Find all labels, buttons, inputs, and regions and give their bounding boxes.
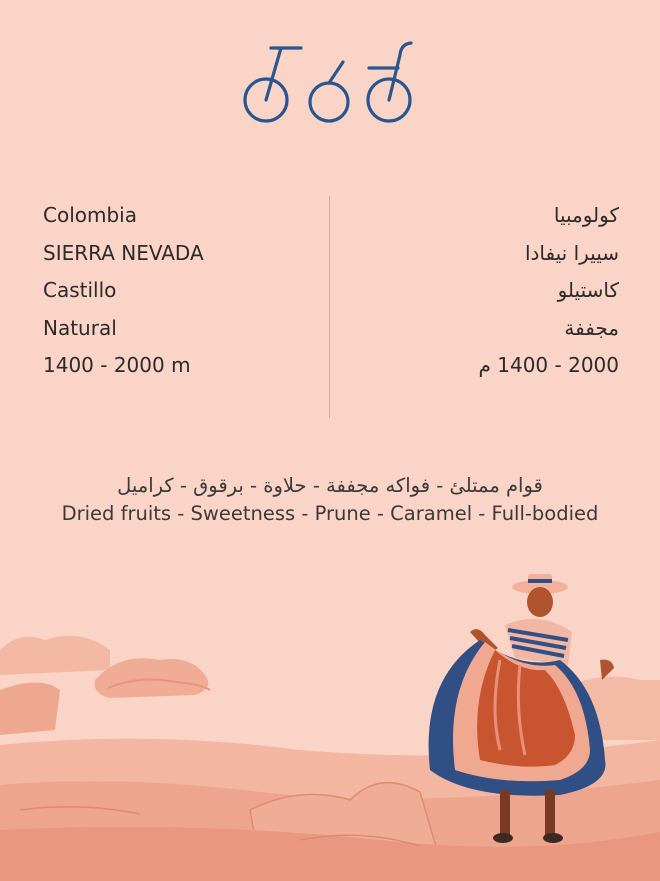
origin-details-ar — [349, 199, 619, 387]
process-ar: مجففة — [564, 315, 619, 340]
altitude-en: 1400 - 2000 m — [43, 353, 191, 377]
variety-ar: كاستيلو — [557, 278, 619, 302]
country-ar: كولومبيا — [553, 203, 619, 227]
column-divider — [329, 196, 330, 418]
dancing-woman-illustration-icon — [0, 570, 660, 881]
bicycle-logo-icon — [243, 40, 418, 125]
region-en: SIERRA NEVADA — [43, 240, 204, 265]
origin-details-en — [43, 199, 313, 387]
process-en: Natural — [43, 315, 117, 340]
tasting-notes-en: Dried fruits - Sweetness - Prune - Caramel - Full-bodied — [61, 502, 599, 525]
tasting-notes — [0, 472, 660, 528]
altitude-ar: 2000 - 1400 م — [478, 353, 619, 377]
country-en: Colombia — [43, 203, 137, 227]
variety-en: Castillo — [43, 278, 117, 302]
region-ar: سييرا نيفادا — [524, 240, 619, 265]
tasting-notes-ar: قوام ممتلئ - فواكه مجففة - حلاوة - برقوق - كراميل — [117, 474, 543, 497]
